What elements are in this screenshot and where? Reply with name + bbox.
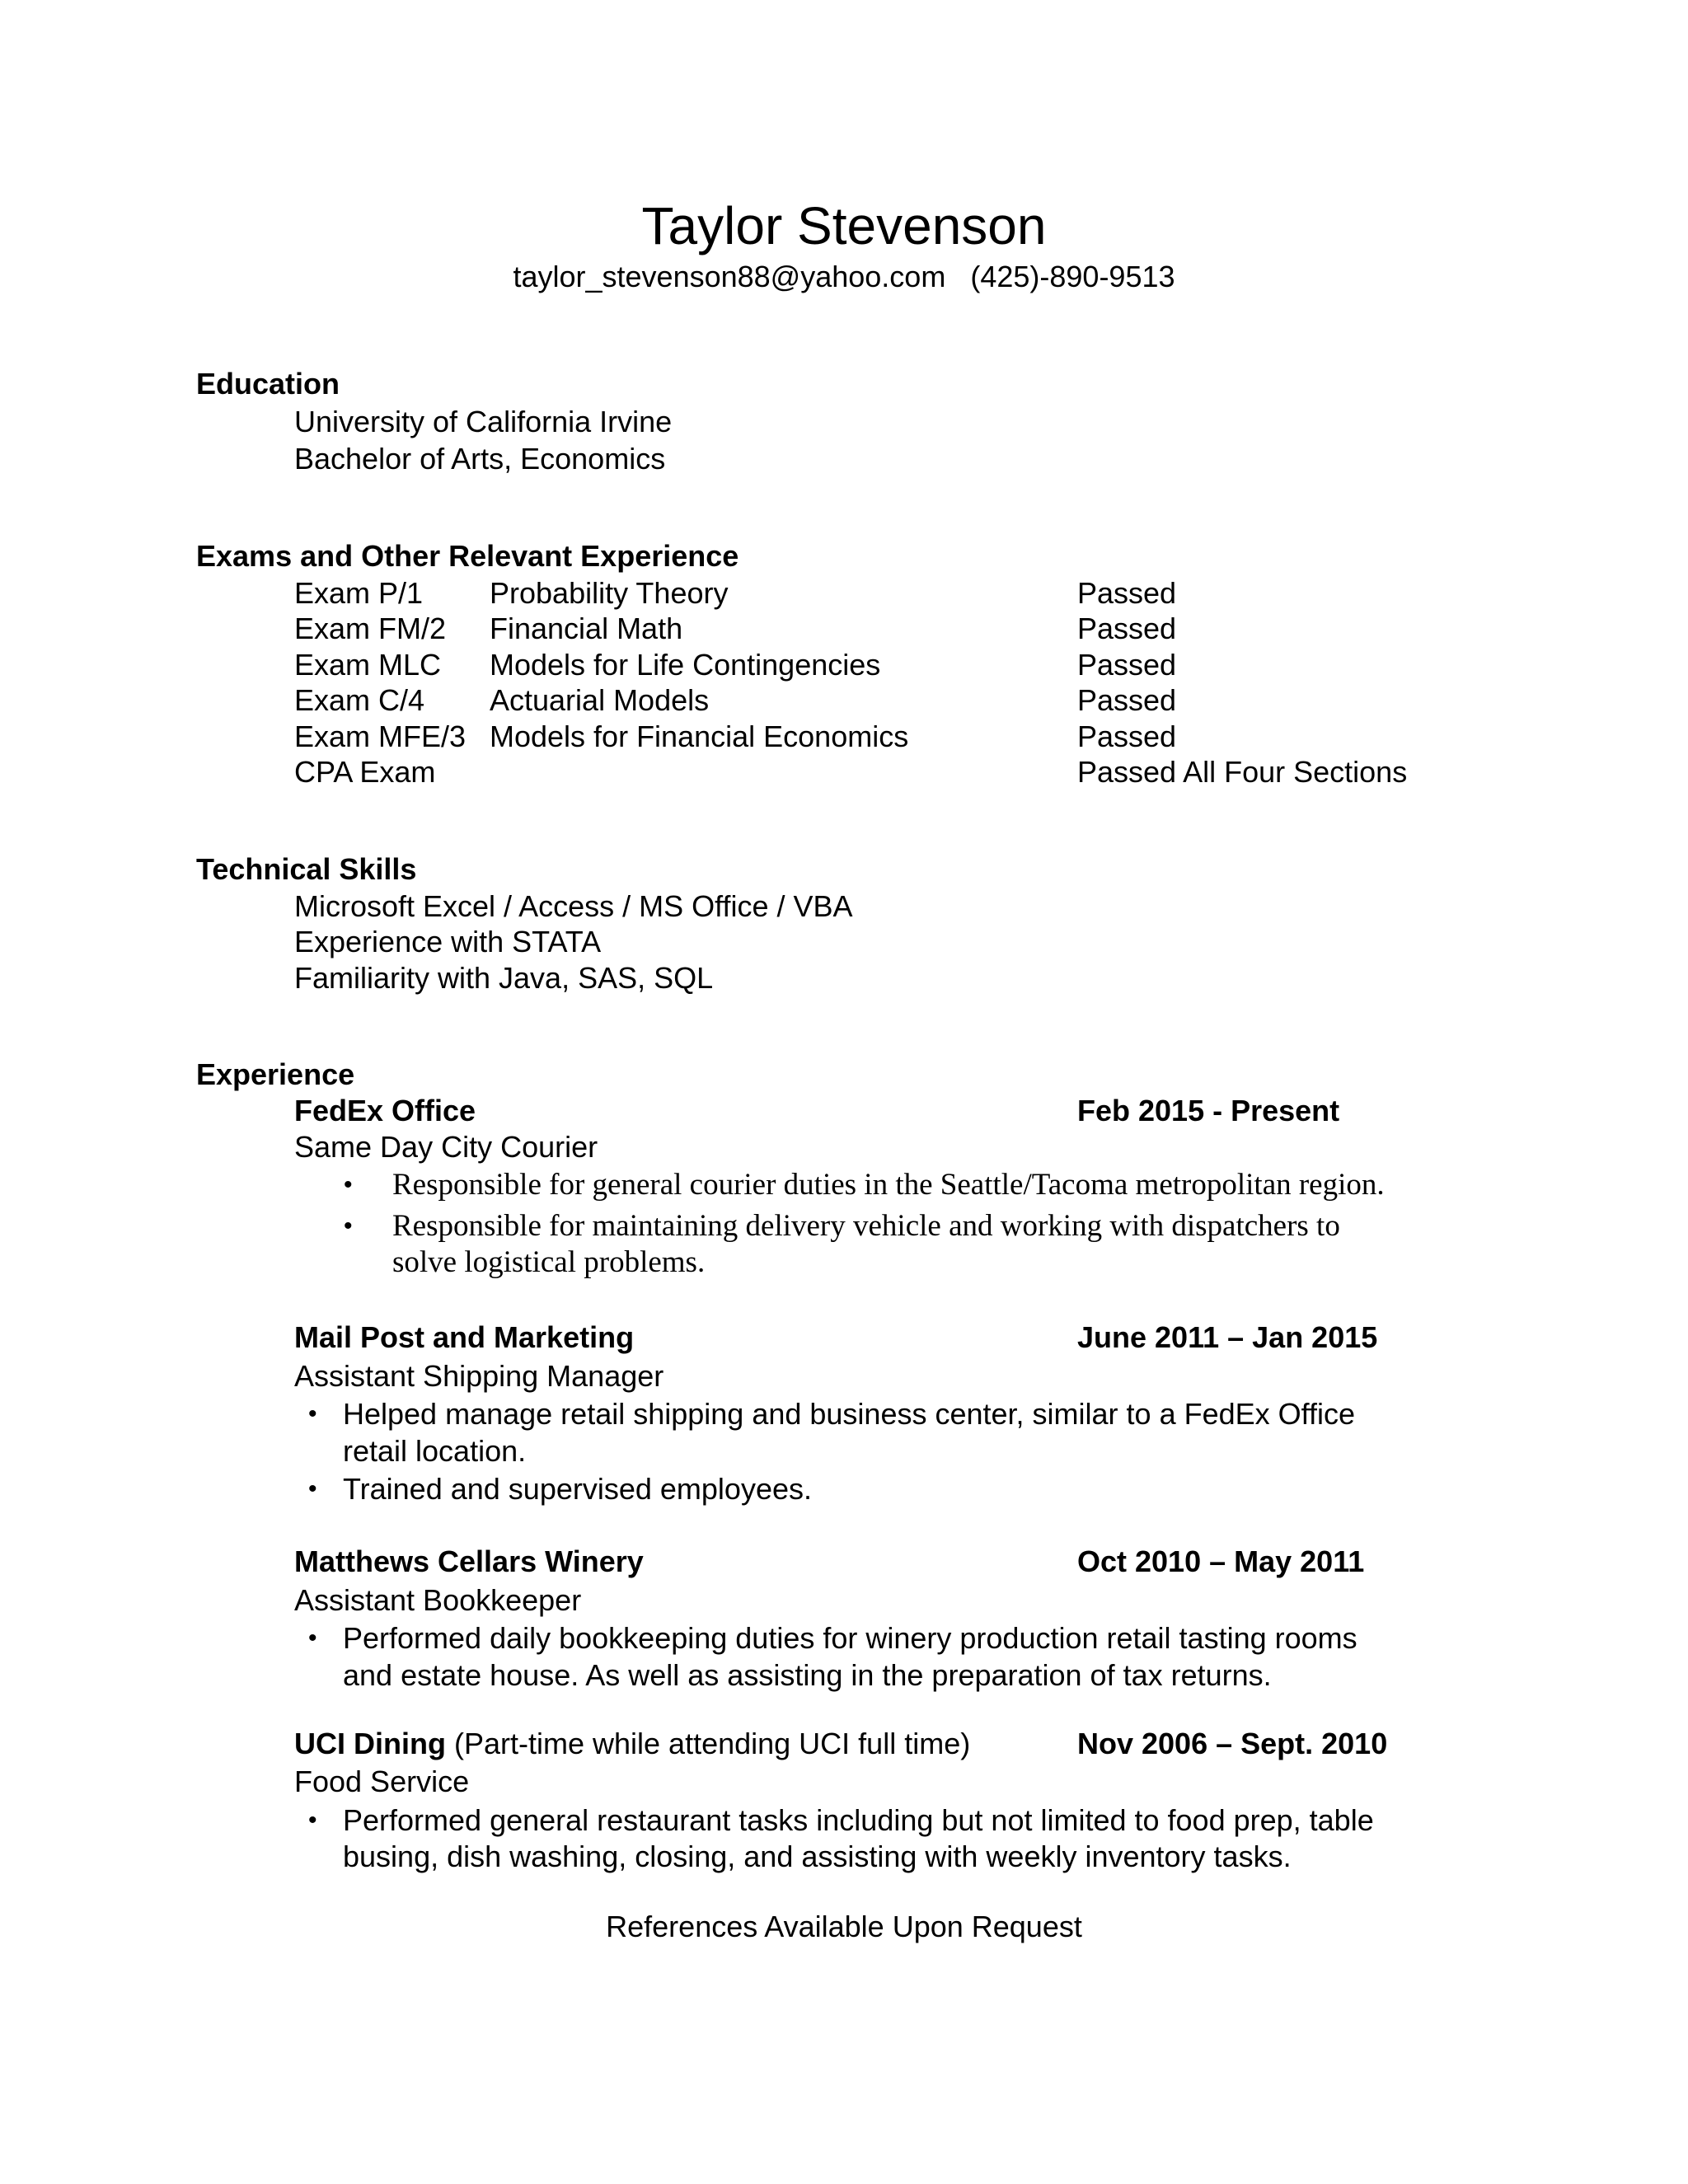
contact-line — [0, 259, 1688, 295]
job-bullet: Responsible for maintaining delivery vehicle and working with dispatchers to — [392, 1209, 1340, 1243]
skill-item: Familiarity with Java, SAS, SQL — [294, 961, 714, 995]
education-degree: Bachelor of Arts, Economics — [294, 442, 666, 476]
job-company: Mail Post and Marketing — [294, 1320, 635, 1354]
experience-heading: Experience — [196, 1057, 355, 1091]
exam-status: Passed — [1077, 648, 1177, 682]
job-company-line — [294, 1726, 970, 1762]
phone-text: (425)-890-9513 — [970, 260, 1175, 293]
bullet-icon: • — [308, 1807, 317, 1834]
job-bullet: Helped manage retail shipping and business center, similar to a FedEx Office — [343, 1397, 1356, 1431]
job-dates: June 2011 – Jan 2015 — [1077, 1320, 1378, 1354]
exams-heading: Exams and Other Relevant Experience — [196, 539, 739, 573]
references-note: References Available Upon Request — [606, 1910, 1082, 1943]
skill-item: Experience with STATA — [294, 925, 602, 958]
exam-subject: Financial Math — [490, 612, 683, 645]
job-bullet: Performed general restaurant tasks including but not limited to food prep, table — [343, 1803, 1374, 1837]
job-title: Same Day City Courier — [294, 1130, 598, 1164]
job-bullet-continuation: retail location. — [343, 1434, 527, 1468]
job-bullet-continuation: and estate house. As well as assisting in the preparation of tax returns. — [343, 1658, 1272, 1692]
education-school: University of California Irvine — [294, 405, 673, 438]
bullet-icon: • — [344, 1171, 353, 1198]
email-text: taylor_stevenson88@yahoo.com — [513, 260, 946, 293]
skills-heading: Technical Skills — [196, 852, 417, 886]
exam-code: Exam P/1 — [294, 576, 424, 610]
exam-code: Exam MFE/3 — [294, 719, 467, 753]
job-dates: Feb 2015 - Present — [1077, 1094, 1340, 1127]
bullet-icon: • — [308, 1624, 317, 1652]
job-bullet: Responsible for general courier duties in the Seattle/Tacoma metropolitan region. — [392, 1168, 1385, 1202]
job-dates: Oct 2010 – May 2011 — [1077, 1544, 1365, 1578]
exam-subject: Actuarial Models — [490, 683, 710, 717]
exam-code: Exam MLC — [294, 648, 442, 682]
bullet-icon: • — [308, 1400, 317, 1427]
job-company: UCI Dining — [294, 1727, 446, 1760]
job-company-note: (Part-time while attending UCI full time) — [454, 1727, 971, 1760]
job-bullet-continuation: busing, dish washing, closing, and assisting with weekly inventory tasks. — [343, 1840, 1292, 1873]
exam-code: Exam C/4 — [294, 683, 425, 717]
exam-status: Passed All Four Sections — [1077, 755, 1408, 789]
exam-status: Passed — [1077, 719, 1177, 753]
job-company: FedEx Office — [294, 1094, 476, 1127]
education-heading: Education — [196, 367, 340, 401]
job-dates: Nov 2006 – Sept. 2010 — [1077, 1727, 1388, 1760]
job-title: Food Service — [294, 1765, 470, 1798]
job-title: Assistant Bookkeeper — [294, 1583, 582, 1617]
exam-subject: Probability Theory — [490, 576, 729, 610]
exam-subject: Models for Financial Economics — [490, 719, 909, 753]
exam-code: CPA Exam — [294, 755, 436, 789]
job-title: Assistant Shipping Manager — [294, 1359, 664, 1393]
candidate-name: Taylor Stevenson — [641, 196, 1047, 255]
bullet-icon: • — [344, 1212, 353, 1240]
exam-subject: Models for Life Contingencies — [490, 648, 881, 682]
exam-status: Passed — [1077, 612, 1177, 645]
exam-status: Passed — [1077, 576, 1177, 610]
bullet-icon: • — [308, 1475, 317, 1502]
exam-code: Exam FM/2 — [294, 612, 447, 645]
exam-status: Passed — [1077, 683, 1177, 717]
job-bullet: Performed daily bookkeeping duties for winery production retail tasting rooms — [343, 1621, 1357, 1655]
skill-item: Microsoft Excel / Access / MS Office / VBA — [294, 889, 853, 923]
job-bullet: Trained and supervised employees. — [343, 1472, 812, 1506]
job-bullet-continuation: solve logistical problems. — [392, 1245, 706, 1279]
job-company: Matthews Cellars Winery — [294, 1544, 644, 1578]
